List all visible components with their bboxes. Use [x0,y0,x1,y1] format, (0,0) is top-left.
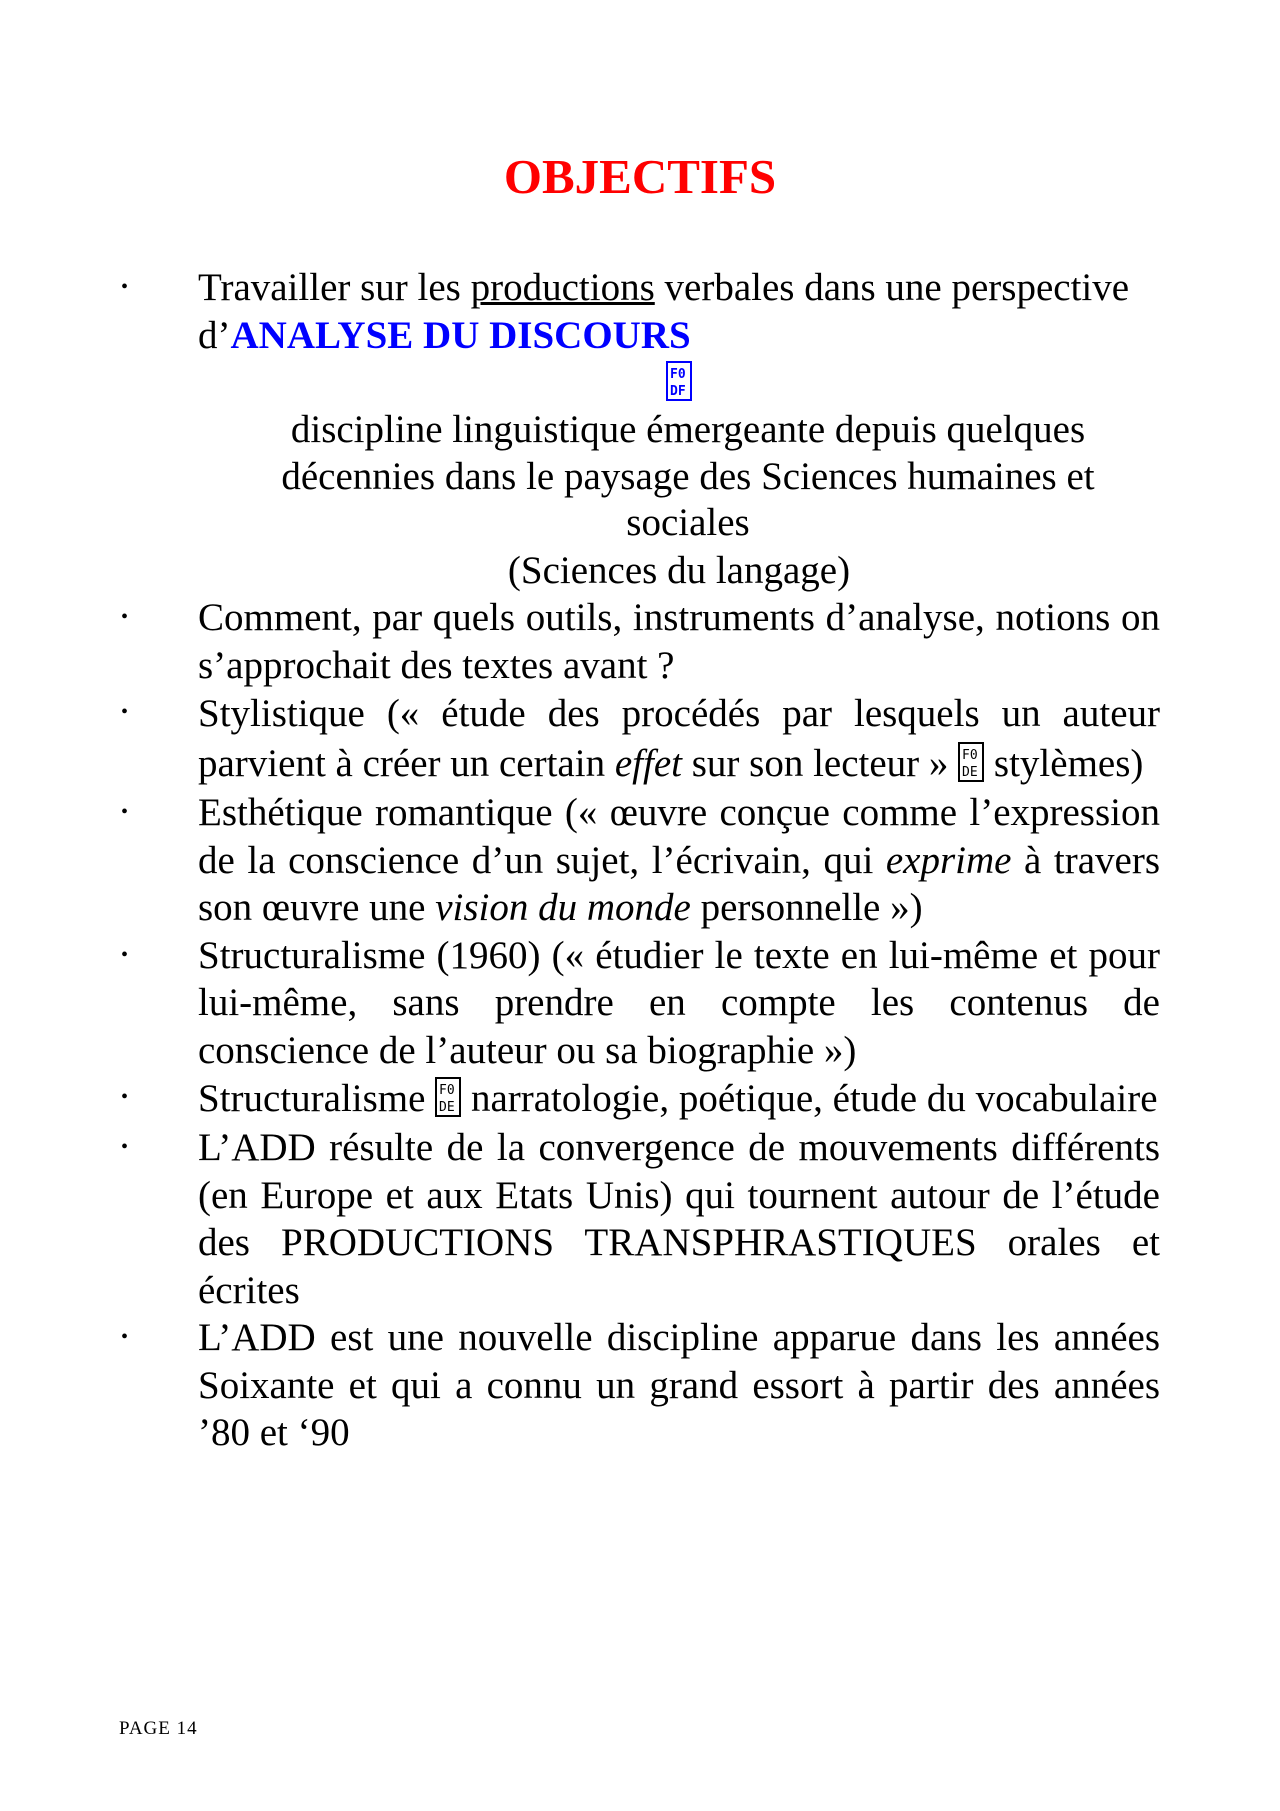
item-text [198,1074,1160,1124]
page-number: PAGE 14 [119,1718,198,1739]
item-text: Comment, par quels outils, instruments d’analyse, notions on s’approchait des textes avant ? [198,596,1160,687]
item1-highlight: ANALYSE DU DISCOURS [230,313,691,357]
item4-italic2: vision du monde [435,886,691,929]
svg-text:DF: DF [670,384,686,399]
item-text [198,264,1160,359]
item4-pre: Esthétique romantique (« œuvre conçue comme l’expression de la conscience d’un sujet, l’écrivain, qui [198,791,1160,882]
list-item [121,1124,1160,1314]
bullet: • [121,276,129,298]
item4-mid: à travers son œuvre une [198,838,1160,929]
item-text: L’ADD est une nouvelle discipline apparue dans les années Soixante et qui a connu un grand essort à partir des années ’80 et ‘90 [198,1316,1160,1454]
item-text [198,689,1160,789]
item3-after: stylèmes) [984,742,1144,785]
item1-pre: Travailler sur les [198,266,471,309]
list-item [121,264,1160,359]
svg-text:F0: F0 [439,1083,455,1098]
bullet: • [121,1326,129,1348]
item-text [198,789,1160,932]
item3-pre: Stylistique (« étude des procédés par lesquels un auteur parvient à créer un certain [198,692,1160,785]
bullet: • [121,943,129,966]
bullet: • [121,801,129,823]
list-item [121,1314,1160,1457]
objectives-list [0,264,1280,1457]
item4-post: personnelle ») [690,886,923,929]
definition-text: discipline linguistique émergeante depuis quelques décennies dans le paysage des Sciences humaines et sociales [281,408,1095,544]
list-item [121,1074,1160,1124]
item4-italic1: exprime [885,838,1012,882]
definition-subtext: (Sciences du langage) [507,548,851,592]
item1-mid: verbales dans une perspective d’ [198,266,1130,357]
bullet: • [121,1136,129,1158]
missing-glyph-arrow-icon [435,1077,461,1117]
bullet: • [121,606,129,628]
item3-italic: effet [614,742,682,785]
svg-text:F0: F0 [670,367,686,382]
list-item [121,932,1160,1075]
svg-text:DE: DE [439,1100,455,1115]
item6-post: narratologie, poétique, étude du vocabulaire [461,1077,1158,1120]
symbol-row [198,359,1160,407]
item3-post: sur son lecteur » [681,742,959,785]
svg-text:DE: DE [962,765,978,780]
list-item [121,789,1160,932]
list-item [121,689,1160,789]
bullet: • [121,701,129,723]
page-title: OBJECTIFS [503,149,777,204]
item6-pre: Structuralisme [198,1077,436,1120]
item1-underlined: productions [470,266,655,309]
bullet: • [121,1086,129,1108]
item-text: Structuralisme (1960) (« étudier le texte en lui-même et pour lui-même, sans prendre en compte les contenus de conscience de l’auteur ou sa biographie ») [198,933,1160,1072]
missing-glyph-arrow-icon [958,742,984,782]
list-item [121,594,1160,689]
definition-block [198,407,1160,594]
missing-glyph-arrow-icon [666,361,692,401]
svg-text:F0: F0 [962,748,978,763]
item-text: L’ADD résulte de la convergence de mouvements différents (en Europe et aux Etats Unis) qui tournent autour de l’étude des PRODUCTIONS TRANSPHRASTIQUES orales et écrites [198,1126,1160,1312]
